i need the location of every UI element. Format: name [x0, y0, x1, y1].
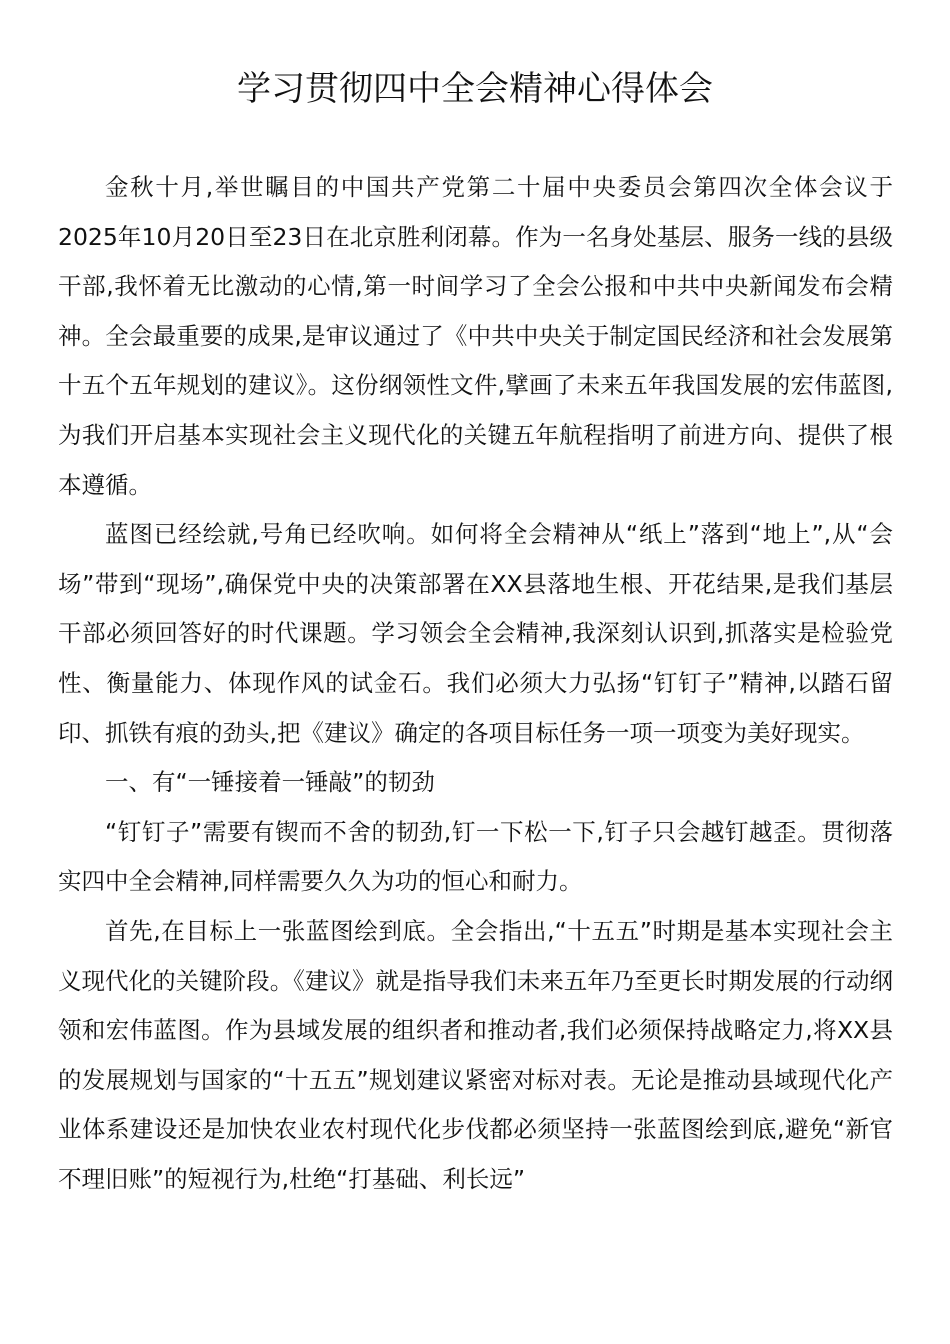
paragraph-nail-spirit: “钉钉子”需要有锲而不舍的韧劲,钉一下松一下,钉子只会越钉越歪。贯彻落实四中全会精神,同样需要久久为功的恒心和耐力。: [58, 817, 893, 896]
page-title: 学习贯彻四中全会精神心得体会: [237, 69, 713, 109]
document-body: [58, 163, 893, 1204]
paragraph-blueprint: 蓝图已经绘就,号角已经吹响。如何将全会精神从“纸上”落到“地上”,从“会场”带到“现场”,确保党中央的决策部署在XX县落地生根、开花结果,是我们基层干部必须回答好的时代课题。学习领会全会精神,我深刻认识到,抓落实是检验党性、衡量能力、体现作风的试金石。我们必须大力弘扬“钉钉子”精神,以踏石留印、抓铁有痕的劲头,把《建议》确定的各项目标任务一项一项变为美好现实。: [58, 520, 893, 747]
section-heading-1: 一、有“一锤接着一锤敲”的韧劲: [105, 768, 435, 797]
paragraph-first-goal: 首先,在目标上一张蓝图绘到底。全会指出,“十五五”时期是基本实现社会主义现代化的关键阶段。《建议》就是指导我们未来五年乃至更长时期发展的行动纲领和宏伟蓝图。作为县域发展的组织者和推动者,我们必须保持战略定力,将XX县的发展规划与国家的“十五五”规划建议紧密对标对表。无论是推动县域现代化产业体系建设还是加快农业农村现代化步伐都必须坚持一张蓝图绘到底,避免“新官不理旧账”的短视行为,杜绝“打基础、利长远”: [58, 916, 893, 1193]
paragraph-intro: 金秋十月,举世瞩目的中国共产党第二十届中央委员会第四次全体会议于2025年10月20日至23日在北京胜利闭幕。作为一名身处基层、服务一线的县级干部,我怀着无比激动的心情,第一时间学习了全会公报和中共中央新闻发布会精神。全会最重要的成果,是审议通过了《中共中央关于制定国民经济和社会发展第十五个五年规划的建议》。这份纲领性文件,擘画了未来五年我国发展的宏伟蓝图,为我们开启基本实现社会主义现代化的关键五年航程指明了前进方向、提供了根本遵循。: [58, 173, 893, 499]
